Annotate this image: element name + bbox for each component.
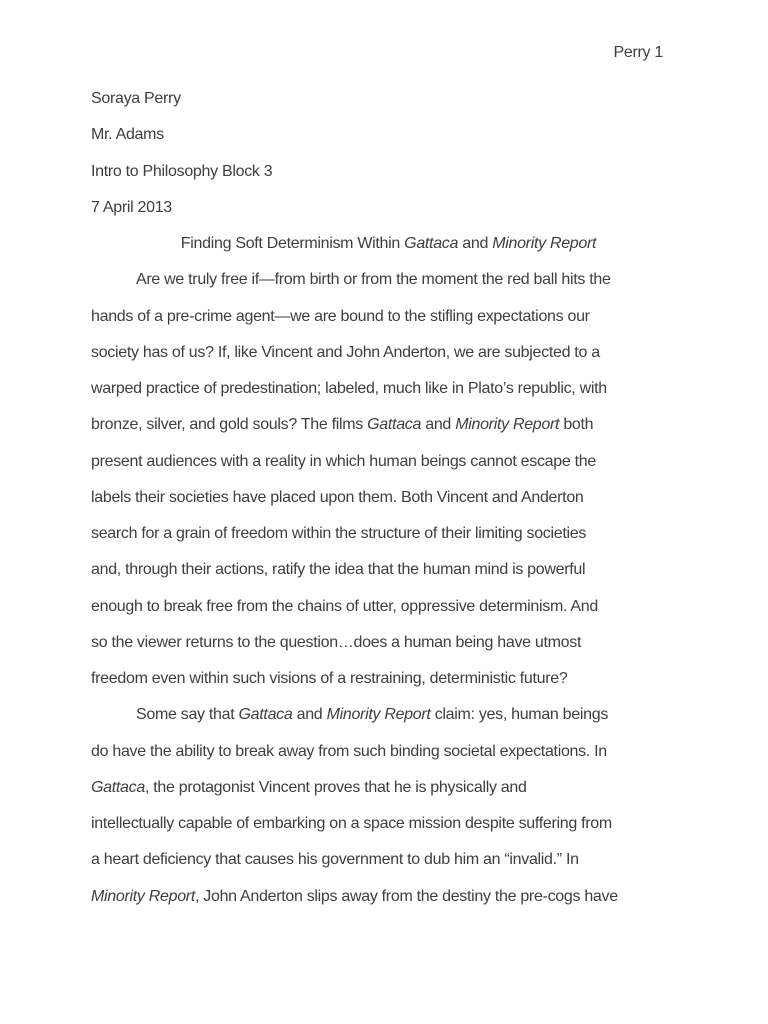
text-segment: search for a grain of freedom within the structure of their limiting societies xyxy=(91,525,587,542)
text-segment: a heart deficiency that causes his government to dub him an “invalid.” In xyxy=(91,851,579,869)
italic-text-segment: Gattaca xyxy=(404,235,459,252)
italic-text-segment: Gattaca xyxy=(91,778,145,796)
italic-text-segment: Minority Report xyxy=(91,887,195,905)
italic-text-segment: Minority Report xyxy=(492,235,597,252)
text-segment: labels their societies have placed upon them. Both Vincent and Anderton xyxy=(91,488,584,506)
text-segment: and xyxy=(292,706,327,724)
text-line xyxy=(91,589,686,625)
text-segment: intellectually capable of embarking on a space mission despite suffering from xyxy=(91,815,612,832)
text-line xyxy=(91,262,686,298)
text-segment: and xyxy=(421,416,456,434)
text-line xyxy=(91,625,686,661)
text-segment: and xyxy=(458,235,493,252)
text-line xyxy=(91,407,686,443)
italic-text-segment: Gattaca xyxy=(238,706,293,724)
italic-text-segment: Gattaca xyxy=(367,416,422,434)
text-segment: Finding Soft Determinism Within xyxy=(180,235,405,252)
italic-text-segment: Minority Report xyxy=(326,706,431,724)
text-line xyxy=(91,552,686,588)
text-segment: enough to break free from the chains of utter, oppressive determinism. And xyxy=(91,597,598,615)
text-segment: , the protagonist Vincent proves that he is physically and xyxy=(144,778,527,796)
essay-body xyxy=(91,262,686,915)
text-segment: do have the ability to break away from such binding societal expectations. In xyxy=(91,742,607,760)
text-segment: hands of a pre-crime agent—we are bound to the stifling expectations our xyxy=(91,307,590,325)
author-name: Soraya Perry xyxy=(91,90,181,107)
text-segment: warped practice of predestination; labeled, much like in Plato’s republic, with xyxy=(91,380,607,397)
text-line xyxy=(91,661,686,697)
text-segment: claim: yes, human beings xyxy=(430,706,609,724)
text-line xyxy=(91,770,686,806)
text-segment: present audiences with a reality in which human beings cannot escape the xyxy=(91,452,596,470)
course-name: Intro to Philosophy Block 3 xyxy=(91,162,273,180)
text-line xyxy=(91,842,686,878)
text-line xyxy=(91,371,686,407)
text-line xyxy=(91,299,686,335)
text-line xyxy=(91,335,686,371)
text-line xyxy=(91,444,686,480)
text-segment: , John Anderton slips away from the destiny the pre-cogs have xyxy=(194,887,618,905)
italic-text-segment: Minority Report xyxy=(455,416,560,434)
text-segment: Are we truly free if—from birth or from the moment the red ball hits the xyxy=(136,271,611,289)
text-line xyxy=(91,734,686,770)
text-segment: society has of us? If, like Vincent and John Anderton, we are subjected to a xyxy=(91,343,600,361)
essay-title xyxy=(91,226,686,262)
text-line xyxy=(91,879,686,915)
text-line xyxy=(91,806,686,842)
text-segment: freedom even within such visions of a restraining, deterministic future? xyxy=(91,670,568,687)
page-number-header: Perry 1 xyxy=(613,44,663,61)
essay-date: 7 April 2013 xyxy=(91,198,172,216)
essay-content xyxy=(91,81,686,915)
instructor-name: Mr. Adams xyxy=(91,126,164,144)
text-line xyxy=(91,697,686,733)
text-line xyxy=(91,516,686,552)
text-segment: both xyxy=(559,416,594,434)
text-line xyxy=(91,480,686,516)
text-segment: bronze, silver, and gold souls? The films xyxy=(91,416,368,434)
text-segment: so the viewer returns to the question…does a human being have utmost xyxy=(91,633,582,651)
text-segment: and, through their actions, ratify the idea that the human mind is powerful xyxy=(91,561,586,579)
text-segment: Some say that xyxy=(136,706,239,724)
